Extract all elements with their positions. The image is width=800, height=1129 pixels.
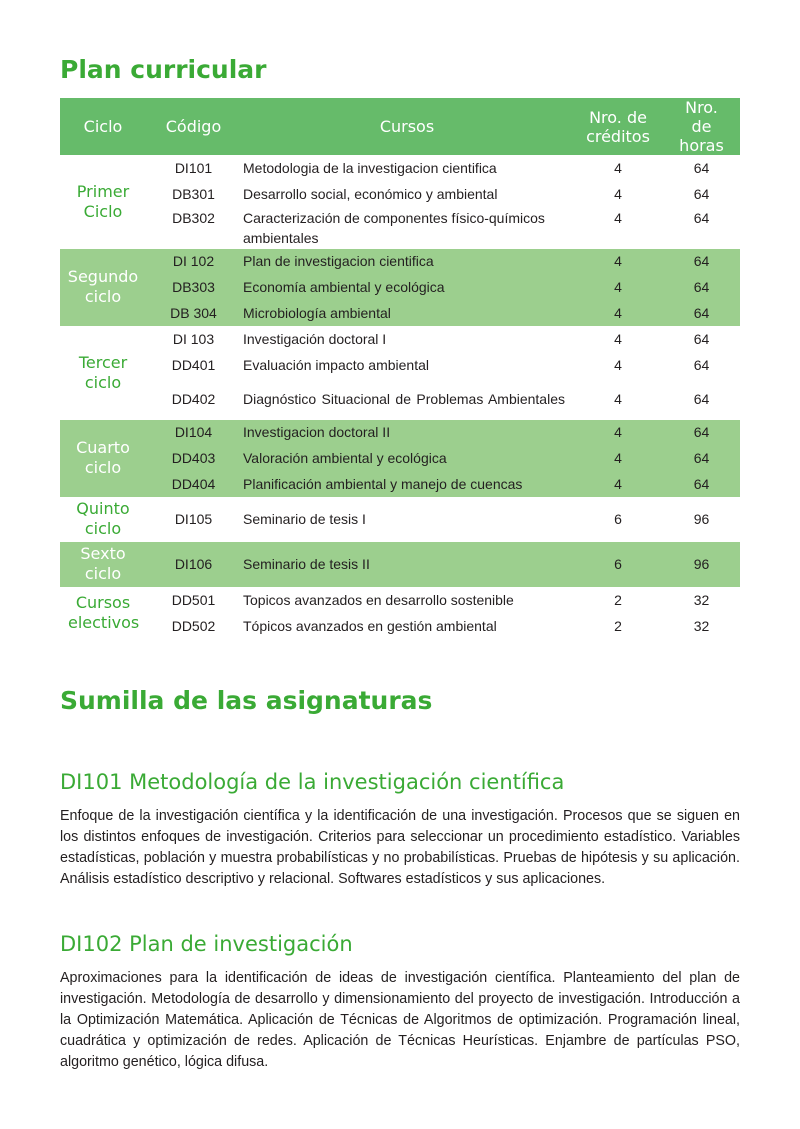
course-hours: 96	[663, 542, 740, 587]
course-hours: 64	[693, 185, 710, 202]
ciclo-label: Primer Ciclo	[76, 181, 130, 221]
course-credits: 6	[573, 542, 663, 587]
course-name: Plan de investigacion cientifica	[241, 249, 573, 275]
course-summary-heading: DI102 Plan de investigación	[60, 932, 353, 956]
curriculum-table	[60, 98, 740, 639]
ciclo-label: Sexto ciclo	[60, 542, 146, 587]
course-credits: 4	[614, 185, 622, 202]
plan-curricular-title: Plan curricular	[60, 55, 267, 84]
course-code: DB 304	[146, 300, 241, 326]
course-summary-text: Enfoque de la investigación científica y la identificación de una investigación. Procesos que se siguen en los distintos enfoques de investigación. Criterios para seleccionar un procedimiento estadístico. Variables estadísticas, población y muestra probabilísticas y no probabilísticas. Pruebas de hipótesis y su aplicación. Análisis estadístico descriptivo y relacional. Softwares estadísticos y sus aplicaciones.	[60, 808, 740, 887]
ciclo-label: Segundo ciclo	[60, 249, 146, 326]
table-row	[60, 445, 740, 471]
course-hours: 64	[663, 445, 740, 471]
course-code: DD402	[171, 390, 216, 407]
course-credits: 4	[614, 209, 622, 226]
course-credits: 6	[614, 511, 622, 528]
course-name: Valoración ambiental y ecológica	[241, 445, 573, 471]
course-name: Diagnóstico Situacional de Problemas Ambientales	[243, 390, 565, 407]
course-name: Desarrollo social, económico y ambiental	[243, 185, 498, 202]
table-row	[60, 326, 740, 352]
course-name: Metodologia de la investigacion cientifica	[243, 159, 497, 176]
course-hours: 64	[693, 330, 710, 347]
ciclo-label: Tercer ciclo	[78, 352, 128, 392]
table-row	[60, 471, 740, 497]
course-hours: 64	[663, 300, 740, 326]
table-row	[60, 587, 740, 613]
course-code: DI106	[146, 542, 241, 587]
course-credits: 2	[614, 591, 622, 608]
course-hours: 64	[693, 209, 710, 226]
course-code: DD403	[146, 445, 241, 471]
course-credits: 4	[573, 300, 663, 326]
course-code: DB303	[146, 274, 241, 300]
course-credits: 4	[573, 274, 663, 300]
course-name: Planificación ambiental y manejo de cuencas	[241, 471, 573, 497]
table-row	[60, 274, 740, 300]
header-horas: Nro. de horas	[663, 98, 740, 155]
course-code: DB302	[172, 209, 215, 226]
course-code: DD401	[171, 356, 216, 373]
course-hours: 64	[663, 274, 740, 300]
table-row	[60, 542, 740, 587]
table-row	[60, 497, 740, 542]
course-credits: 4	[573, 420, 663, 446]
course-hours: 64	[693, 390, 710, 407]
ciclo-label: Quinto ciclo	[76, 499, 130, 539]
course-name: Tópicos avanzados en gestión ambiental	[243, 617, 497, 634]
header-cursos: Cursos	[241, 98, 573, 155]
table-row	[60, 352, 740, 378]
course-hours: 64	[663, 471, 740, 497]
course-credits: 4	[573, 471, 663, 497]
table-header-row	[60, 98, 740, 155]
course-name: Seminario de tesis I	[243, 511, 366, 528]
course-hours: 32	[693, 617, 710, 634]
course-hours: 64	[693, 159, 710, 176]
course-credits: 4	[614, 159, 622, 176]
course-name: Microbiología ambiental	[241, 300, 573, 326]
course-credits: 4	[614, 390, 622, 407]
course-hours: 96	[693, 511, 710, 528]
course-name: Topicos avanzados en desarrollo sostenible	[243, 591, 514, 608]
course-credits: 4	[573, 445, 663, 471]
course-code: DI105	[174, 511, 213, 528]
course-summary-heading: DI101 Metodología de la investigación científica	[60, 770, 565, 794]
table-row	[60, 378, 740, 420]
course-name: Investigación doctoral I	[243, 330, 387, 347]
course-code: DI101	[174, 159, 213, 176]
course-hours: 64	[663, 420, 740, 446]
sumilla-title: Sumilla de las asignaturas	[60, 686, 433, 715]
course-credits: 4	[573, 249, 663, 275]
ciclo-label: Cuarto ciclo	[60, 420, 146, 497]
course-code: DD404	[146, 471, 241, 497]
course-credits: 4	[614, 330, 622, 347]
table-row	[60, 420, 740, 446]
course-name: Evaluación impacto ambiental	[243, 356, 429, 373]
course-hours: 32	[693, 591, 710, 608]
course-summary-text: Aproximaciones para la identificación de ideas de investigación científica. Planteamiento del plan de investigación. Metodología de desarrollo y dimensionamiento del proyecto de investigación. Introducción a la Optimización Matemática. Aplicación de Técnicas de Algoritmos de optimización. Programación lineal, cuadrática y optimización de redes. Aplicación de Técnicas Heurísticas. Enjambre de partículas PSO, algoritmo genético, lógica difusa.	[60, 970, 740, 1070]
course-name: Economía ambiental y ecológica	[241, 274, 573, 300]
header-codigo: Código	[146, 98, 241, 155]
course-name: Seminario de tesis II	[241, 542, 573, 587]
course-code: DD502	[171, 617, 216, 634]
course-code: DI104	[146, 420, 241, 446]
header-creditos: Nro. de créditos	[573, 98, 663, 155]
course-code: DI 102	[146, 249, 241, 275]
course-name: Investigacion doctoral II	[241, 420, 573, 446]
course-code: DI 103	[172, 330, 215, 347]
table-row	[60, 155, 740, 181]
course-code: DD501	[171, 591, 216, 608]
header-ciclo: Ciclo	[60, 98, 146, 155]
course-hours: 64	[693, 356, 710, 373]
table-row	[60, 181, 740, 207]
course-name: Caracterización de componentes físico-químicos ambientales	[243, 209, 545, 246]
table-row	[60, 249, 740, 275]
table-row	[60, 300, 740, 326]
table-row	[60, 613, 740, 639]
course-code: DB301	[172, 185, 215, 202]
course-hours: 64	[663, 249, 740, 275]
ciclo-label: Cursos electivos	[68, 592, 140, 632]
course-credits: 4	[614, 356, 622, 373]
course-credits: 2	[614, 617, 622, 634]
table-row	[60, 207, 740, 249]
